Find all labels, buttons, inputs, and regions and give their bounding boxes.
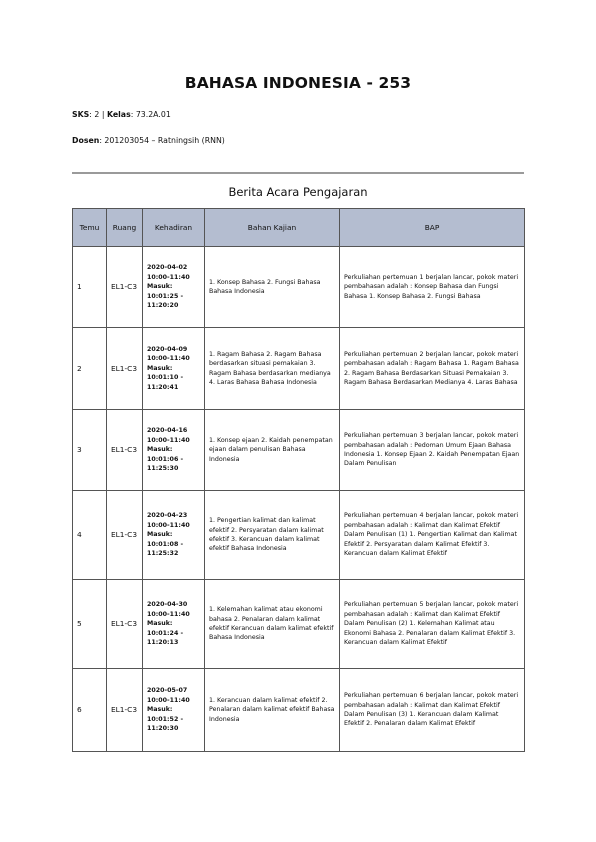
- cell-bahan-kajian: 1. Pengertian kalimat dan kalimat efektif 2. Persyaratan dalam kalimat efektif 3. Kerancuan dalam kalimat efektif Bahasa Indonesia: [205, 491, 340, 580]
- cell-ruang: EL1-C3: [107, 247, 143, 328]
- cell-temu: 4: [73, 491, 107, 580]
- cell-bahan-kajian: 1. Konsep ejaan 2. Kaidah penempatan ejaan dalam penulisan Bahasa Indonesia: [205, 410, 340, 491]
- cell-kehadiran: 2020-04-09 10:00-11:40 Masuk: 10:01:10 - 11:20:41: [143, 328, 205, 410]
- cell-bahan-kajian: 1. Kerancuan dalam kalimat efektif 2. Penalaran dalam kalimat efektif Bahasa Indonesia: [205, 669, 340, 752]
- table-row: [73, 580, 525, 669]
- table-header-row: [73, 209, 525, 247]
- cell-bap: Perkuliahan pertemuan 6 berjalan lancar, pokok materi pembahasan adalah : Kalimat dan Kalimat Efektif Dalam Penulisan (3) 1. Kerancuan dalam Kalimat Efektif 2. Penalaran dalam Kalimat Efektif: [340, 669, 525, 752]
- cell-ruang: EL1-C3: [107, 328, 143, 410]
- cell-bahan-kajian: 1. Ragam Bahasa 2. Ragam Bahasa berdasarkan situasi pemakaian 3. Ragam Bahasa berdasarkan medianya 4. Laras Bahasa Bahasa Indonesia: [205, 328, 340, 410]
- dosen-value: : 201203054 – Ratningsih (RNN): [99, 136, 225, 145]
- header-bap: BAP: [340, 209, 525, 247]
- cell-bap: Perkuliahan pertemuan 4 berjalan lancar, pokok materi pembahasan adalah : Kalimat dan Kalimat Efektif Dalam Penulisan (1) 1. Pengertian Kalimat dan Kalimat Efektif 2. Persyaratan dalam Kalimat Efektif 3. Kerancuan dalam Kalimat Efektif: [340, 491, 525, 580]
- kelas-label: Kelas: [106, 110, 131, 119]
- cell-kehadiran: 2020-04-23 10:00-11:40 Masuk: 10:01:08 - 11:25:32: [143, 491, 205, 580]
- cell-bahan-kajian: 1. Konsep Bahasa 2. Fungsi Bahasa Bahasa Indonesia: [205, 247, 340, 328]
- cell-bap: Perkuliahan pertemuan 3 berjalan lancar, pokok materi pembahasan adalah : Pedoman Umum Ejaan Bahasa Indonesia 1. Konsep Ejaan 2. Kaidah Penempatan Ejaan Dalam Penulisan: [340, 410, 525, 491]
- sks-label: SKS: [72, 110, 90, 119]
- table-row: [73, 328, 525, 410]
- cell-bap: Perkuliahan pertemuan 5 berjalan lancar, pokok materi pembahasan adalah : Kalimat dan Kalimat Efektif Dalam Penulisan (2) 1. Kelemahan Kalimat atau Ekonomi Bahasa 2. Penalaran dalam Kalimat Efektif 3. Kerancuan dalam Kalimat Efektif: [340, 580, 525, 669]
- cell-ruang: EL1-C3: [107, 580, 143, 669]
- cell-kehadiran: 2020-04-30 10:00-11:40 Masuk: 10:01:24 - 11:20:13: [143, 580, 205, 669]
- cell-kehadiran: 2020-04-16 10:00-11:40 Masuk: 10:01:06 - 11:25:30: [143, 410, 205, 491]
- lecturer-meta: [72, 136, 225, 145]
- kelas-value: : 73.2A.01: [130, 110, 171, 119]
- sks-value: : 2 |: [89, 110, 107, 119]
- header-bahan-kajian: Bahan Kajian: [205, 209, 340, 247]
- cell-temu: 3: [73, 410, 107, 491]
- cell-ruang: EL1-C3: [107, 669, 143, 752]
- header-temu: Temu: [73, 209, 107, 247]
- header-kehadiran: Kehadiran: [143, 209, 205, 247]
- cell-ruang: EL1-C3: [107, 410, 143, 491]
- cell-kehadiran: 2020-04-02 10:00-11:40 Masuk: 10:01:25 - 11:20:20: [143, 247, 205, 328]
- cell-bap: Perkuliahan pertemuan 2 berjalan lancar, pokok materi pembahasan adalah : Ragam Bahasa 1. Ragam Bahasa 2. Ragam Bahasa Berdasarkan Situasi Pemakaian 3. Ragam Bahasa Berdasarkan Medianya 4. Laras Bahasa: [340, 328, 525, 410]
- attendance-table: [72, 208, 525, 752]
- table-row: [73, 247, 525, 328]
- cell-temu: 5: [73, 580, 107, 669]
- cell-ruang: EL1-C3: [107, 491, 143, 580]
- cell-bahan-kajian: 1. Kelemahan kalimat atau ekonomi bahasa 2. Penalaran dalam kalimat efektif Kerancuan dalam kalimat efektif Bahasa Indonesia: [205, 580, 340, 669]
- cell-temu: 2: [73, 328, 107, 410]
- table-row: [73, 410, 525, 491]
- cell-bap: Perkuliahan pertemuan 1 berjalan lancar, pokok materi pembahasan adalah : Konsep Bahasa dan Fungsi Bahasa 1. Konsep Bahasa 2. Fungsi Bahasa: [340, 247, 525, 328]
- dosen-label: Dosen: [72, 136, 100, 145]
- cell-temu: 1: [73, 247, 107, 328]
- section-divider: [72, 172, 524, 174]
- table-row: [73, 669, 525, 752]
- cell-temu: 6: [73, 669, 107, 752]
- header-ruang: Ruang: [107, 209, 143, 247]
- course-meta: [72, 110, 171, 119]
- cell-kehadiran: 2020-05-07 10:00-11:40 Masuk: 10:01:52 - 11:20:30: [143, 669, 205, 752]
- document-title: BAHASA INDONESIA - 253: [184, 74, 412, 92]
- table-row: [73, 491, 525, 580]
- section-title: Berita Acara Pengajaran: [228, 185, 368, 199]
